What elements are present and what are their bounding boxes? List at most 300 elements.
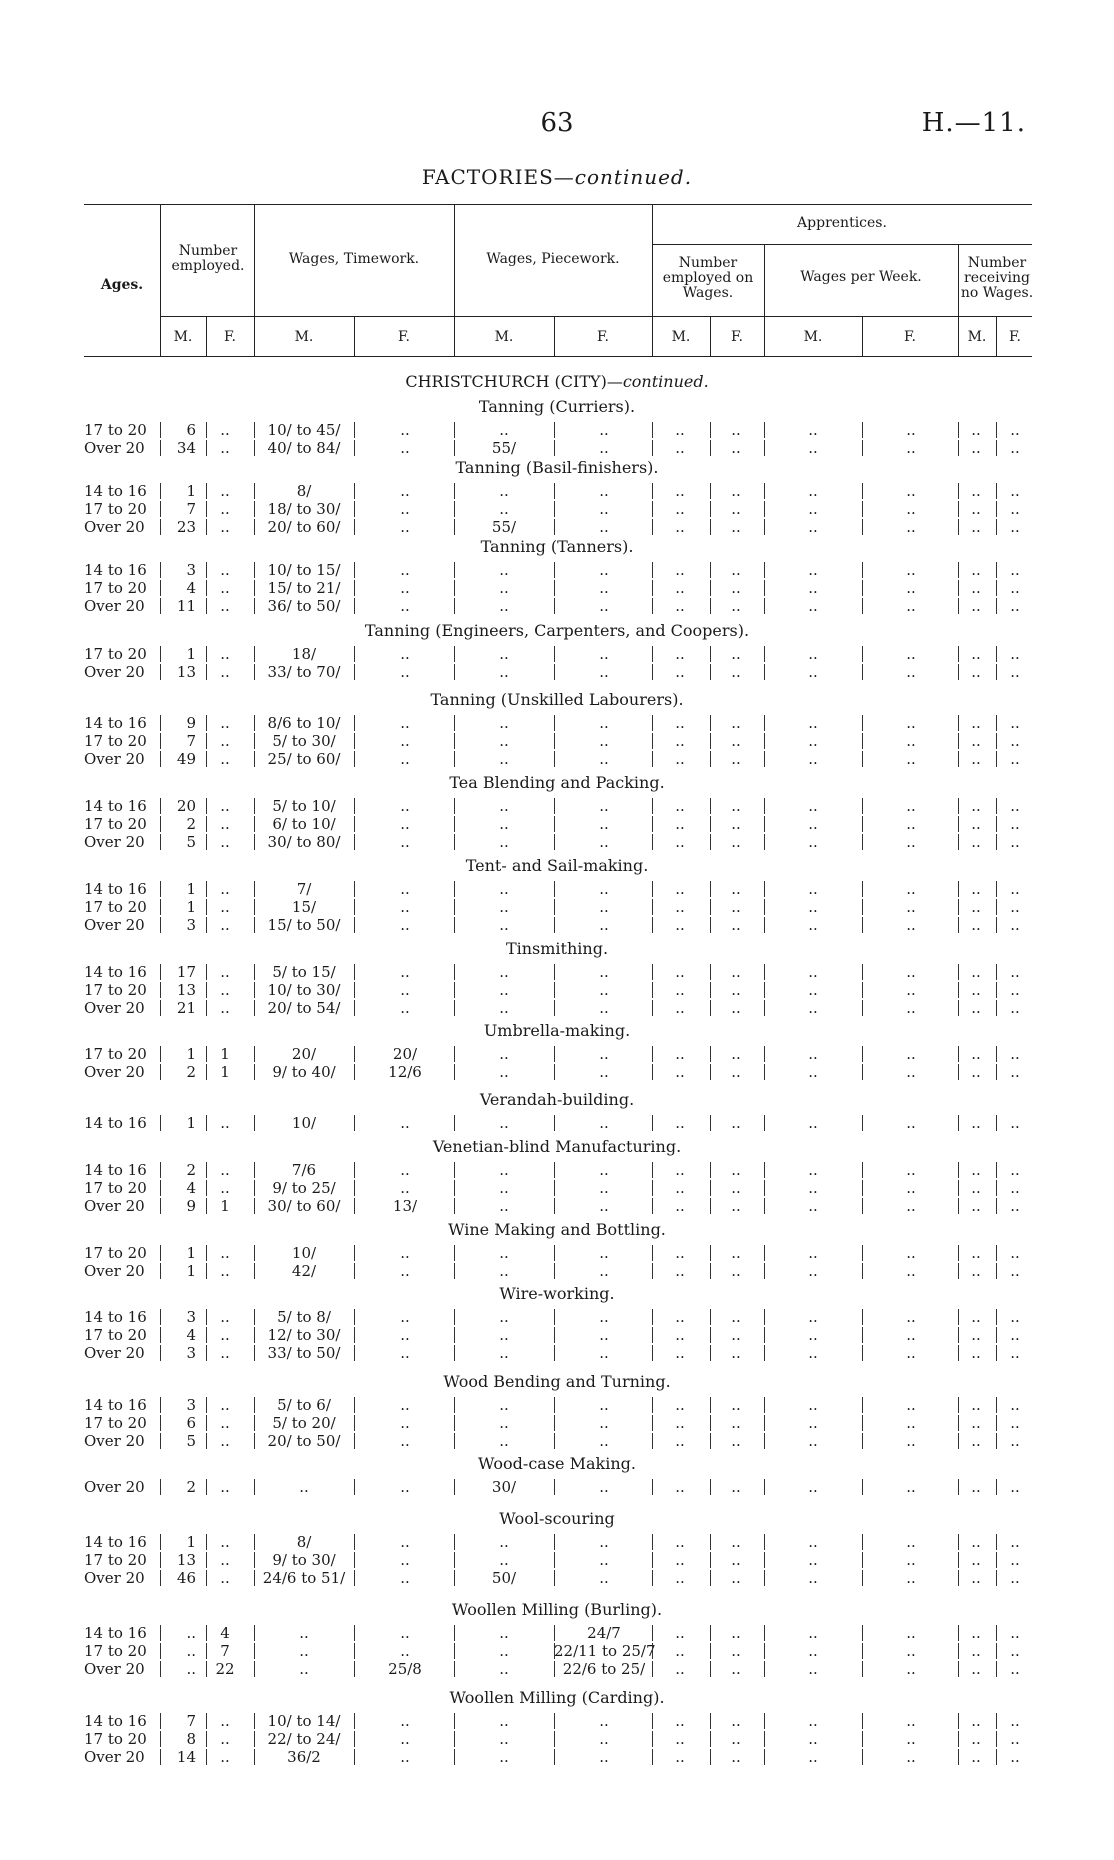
column-rule — [160, 1552, 161, 1568]
column-rule — [996, 580, 997, 596]
column-rule — [160, 580, 161, 596]
column-rule — [958, 881, 959, 897]
column-rule — [652, 1309, 653, 1325]
column-rule — [996, 1713, 997, 1729]
cell-appr-wages-m: .. — [808, 1533, 818, 1551]
column-rule — [764, 1309, 765, 1325]
cell-number-f: .. — [220, 1161, 230, 1179]
cell-timework-f: .. — [400, 1712, 410, 1730]
column-rule — [454, 1198, 455, 1214]
cell-appr-employed-f: .. — [731, 1478, 741, 1496]
cell-number-f: .. — [220, 833, 230, 851]
column-rule — [160, 917, 161, 933]
column-rule — [160, 1415, 161, 1431]
cell-appr-nowage-m: .. — [971, 750, 981, 768]
cell-number-m: 1 — [186, 1244, 196, 1262]
column-rule — [206, 483, 207, 499]
column-rule — [254, 1309, 255, 1325]
cell-timework-f: .. — [400, 999, 410, 1017]
cell-age: 17 to 20 — [84, 579, 147, 597]
column-rule — [354, 1263, 355, 1279]
column-rule — [652, 1327, 653, 1343]
column-rule — [652, 1000, 653, 1016]
column-rule — [354, 1000, 355, 1016]
cell-age: 17 to 20 — [84, 1045, 147, 1063]
column-rule — [354, 1643, 355, 1659]
cell-appr-nowage-m: .. — [971, 963, 981, 981]
cell-timework-m: .. — [299, 1642, 309, 1660]
cell-appr-nowage-m: .. — [971, 1624, 981, 1642]
column-rule — [862, 899, 863, 915]
column-rule — [652, 1162, 653, 1178]
table-row — [0, 1414, 1114, 1432]
column-rule — [958, 1713, 959, 1729]
column-rule — [354, 751, 355, 767]
column-rule — [206, 562, 207, 578]
column-rule — [254, 422, 255, 438]
cell-appr-nowage-f: .. — [1010, 1045, 1020, 1063]
cell-appr-nowage-m: .. — [971, 645, 981, 663]
header-mid-rule — [160, 316, 1032, 317]
column-rule — [862, 1397, 863, 1413]
cell-piecework-f: .. — [599, 518, 609, 536]
column-rule — [996, 422, 997, 438]
column-rule — [862, 964, 863, 980]
column-rule — [996, 1309, 997, 1325]
cell-appr-employed-m: .. — [675, 482, 685, 500]
cell-appr-employed-f: .. — [731, 1308, 741, 1326]
cell-appr-nowage-m: .. — [971, 815, 981, 833]
column-rule — [206, 1749, 207, 1765]
cell-piecework-f: .. — [599, 916, 609, 934]
cell-timework-m: 20/ to 50/ — [267, 1432, 341, 1450]
table-row — [0, 1432, 1114, 1450]
cell-appr-wages-m: .. — [808, 797, 818, 815]
column-rule — [996, 483, 997, 499]
column-rule — [254, 646, 255, 662]
column-rule — [554, 751, 555, 767]
table-row — [0, 714, 1114, 732]
column-rule — [254, 1046, 255, 1062]
column-rule — [454, 1731, 455, 1747]
column-rule — [958, 1625, 959, 1641]
cell-piecework-f: .. — [599, 963, 609, 981]
cell-age: 14 to 16 — [84, 1624, 147, 1642]
cell-appr-employed-m: .. — [675, 645, 685, 663]
cell-age: Over 20 — [84, 663, 145, 681]
column-rule — [454, 598, 455, 614]
column-rule — [652, 834, 653, 850]
cell-appr-wages-f: .. — [906, 815, 916, 833]
column-rule — [554, 1534, 555, 1550]
column-rule — [354, 834, 355, 850]
column-rule — [454, 1625, 455, 1641]
cell-age: Over 20 — [84, 750, 145, 768]
cell-timework-m: 5/ to 15/ — [272, 963, 336, 981]
cell-piecework-f: .. — [599, 1478, 609, 1496]
cell-appr-nowage-f: .. — [1010, 815, 1020, 833]
header-apprentices: Apprentices. — [797, 215, 887, 231]
column-rule — [254, 501, 255, 517]
header-f: F. — [1009, 329, 1021, 345]
cell-appr-employed-m: .. — [675, 1414, 685, 1432]
column-rule — [862, 1570, 863, 1586]
column-rule — [354, 1479, 355, 1495]
column-rule — [710, 1345, 711, 1361]
cell-timework-m: 10/ to 15/ — [267, 561, 341, 579]
column-rule — [996, 440, 997, 456]
column-rule — [710, 1245, 711, 1261]
cell-timework-f: .. — [400, 482, 410, 500]
cell-appr-nowage-m: .. — [971, 1344, 981, 1362]
column-rule — [160, 1731, 161, 1747]
cell-appr-wages-f: .. — [906, 518, 916, 536]
cell-appr-wages-f: .. — [906, 1197, 916, 1215]
column-rule — [554, 1046, 555, 1062]
table-row — [0, 1569, 1114, 1587]
cell-piecework-f: .. — [599, 1262, 609, 1280]
column-rule — [652, 1643, 653, 1659]
column-rule — [652, 798, 653, 814]
column-rule — [652, 1534, 653, 1550]
column-rule — [764, 1625, 765, 1641]
column-rule — [958, 751, 959, 767]
cell-age: 14 to 16 — [84, 482, 147, 500]
column-rule — [254, 1731, 255, 1747]
column-rule — [652, 562, 653, 578]
column-rule — [710, 1552, 711, 1568]
cell-appr-employed-m: .. — [675, 1533, 685, 1551]
city-name: CHRISTCHURCH (CITY)— — [405, 372, 623, 391]
cell-appr-nowage-f: .. — [1010, 1326, 1020, 1344]
column-rule — [554, 1180, 555, 1196]
column-rule — [996, 751, 997, 767]
cell-piecework-f: .. — [599, 1414, 609, 1432]
column-rule — [958, 580, 959, 596]
cell-piecework-m: .. — [499, 1114, 509, 1132]
header-bottom-rule — [84, 356, 1032, 357]
cell-appr-nowage-m: .. — [971, 1414, 981, 1432]
cell-appr-nowage-f: .. — [1010, 714, 1020, 732]
column-rule — [958, 715, 959, 731]
column-rule — [710, 1661, 711, 1677]
column-rule — [206, 1552, 207, 1568]
column-rule — [996, 1064, 997, 1080]
column-rule — [710, 733, 711, 749]
cell-appr-wages-f: .. — [906, 1533, 916, 1551]
cell-appr-employed-f: .. — [731, 1179, 741, 1197]
column-rule — [710, 562, 711, 578]
column-rule — [454, 1309, 455, 1325]
cell-piecework-f: .. — [599, 579, 609, 597]
column-rule — [206, 1327, 207, 1343]
cell-piecework-m: .. — [499, 1326, 509, 1344]
cell-piecework-m: .. — [499, 1045, 509, 1063]
column-rule — [206, 1570, 207, 1586]
cell-age: 14 to 16 — [84, 963, 147, 981]
column-rule — [764, 562, 765, 578]
cell-timework-m: 6/ to 10/ — [272, 815, 336, 833]
cell-piecework-m: .. — [499, 1262, 509, 1280]
column-rule — [354, 440, 355, 456]
cell-piecework-f: .. — [599, 1308, 609, 1326]
cell-appr-nowage-m: .. — [971, 663, 981, 681]
column-rule — [160, 834, 161, 850]
column-rule — [862, 1713, 863, 1729]
cell-timework-m: 24/6 to 51/ — [262, 1569, 346, 1587]
cell-number-f: .. — [220, 1396, 230, 1414]
cell-number-f: 1 — [220, 1045, 230, 1063]
column-rule — [160, 1570, 161, 1586]
cell-number-f: .. — [220, 439, 230, 457]
column-rule — [996, 562, 997, 578]
column-rule — [652, 917, 653, 933]
cell-timework-m: 5/ to 8/ — [277, 1308, 331, 1326]
column-rule — [554, 798, 555, 814]
column-rule — [160, 816, 161, 832]
cell-timework-m: 36/2 — [287, 1748, 321, 1766]
cell-appr-employed-m: .. — [675, 1114, 685, 1132]
column-rule — [254, 1415, 255, 1431]
cell-appr-wages-f: .. — [906, 1063, 916, 1081]
column-rule — [354, 816, 355, 832]
column-rule — [764, 733, 765, 749]
cell-number-m: .. — [186, 1642, 196, 1660]
table-row — [0, 421, 1114, 439]
column-rule — [206, 816, 207, 832]
table-row — [0, 815, 1114, 833]
column-rule — [454, 982, 455, 998]
column-rule — [652, 1345, 653, 1361]
column-rule — [554, 598, 555, 614]
cell-appr-wages-f: .. — [906, 1262, 916, 1280]
column-rule — [354, 483, 355, 499]
cell-appr-wages-m: .. — [808, 916, 818, 934]
column-rule — [958, 1415, 959, 1431]
column-rule — [710, 664, 711, 680]
cell-piecework-f: .. — [599, 833, 609, 851]
cell-number-m: 7 — [186, 732, 196, 750]
column-rule — [254, 964, 255, 980]
column-rule — [710, 483, 711, 499]
column-rule — [958, 562, 959, 578]
cell-piecework-f: .. — [599, 1344, 609, 1362]
cell-appr-nowage-f: .. — [1010, 1748, 1020, 1766]
column-rule — [206, 1345, 207, 1361]
column-rule — [554, 1433, 555, 1449]
column-rule — [354, 1245, 355, 1261]
column-rule — [354, 1198, 355, 1214]
column-rule — [862, 733, 863, 749]
column-rule — [554, 1713, 555, 1729]
cell-timework-f: .. — [400, 1414, 410, 1432]
cell-number-f: .. — [220, 963, 230, 981]
column-rule — [996, 1625, 997, 1641]
cell-appr-employed-m: .. — [675, 561, 685, 579]
cell-appr-nowage-f: .. — [1010, 1551, 1020, 1569]
column-rule — [454, 733, 455, 749]
cell-appr-employed-m: .. — [675, 1344, 685, 1362]
column-rule — [710, 899, 711, 915]
column-rule — [996, 1731, 997, 1747]
column-rule — [554, 664, 555, 680]
cell-appr-nowage-f: .. — [1010, 1712, 1020, 1730]
cell-number-m: 13 — [176, 1551, 196, 1569]
column-rule — [254, 881, 255, 897]
cell-timework-m: 8/ — [296, 482, 312, 500]
column-rule — [764, 834, 765, 850]
cell-age: Over 20 — [84, 1197, 145, 1215]
column-rule — [160, 1345, 161, 1361]
column-rule — [652, 483, 653, 499]
cell-appr-employed-f: .. — [731, 981, 741, 999]
column-rule — [454, 1643, 455, 1659]
cell-number-m: 5 — [186, 1432, 196, 1450]
column-rule — [206, 664, 207, 680]
table-row — [0, 645, 1114, 663]
cell-appr-wages-m: .. — [808, 1063, 818, 1081]
cell-appr-wages-f: .. — [906, 999, 916, 1017]
column-rule — [160, 1046, 161, 1062]
cell-appr-employed-m: .. — [675, 1624, 685, 1642]
column-rule — [160, 798, 161, 814]
cell-piecework-f: .. — [599, 1045, 609, 1063]
column-rule — [206, 899, 207, 915]
cell-appr-nowage-m: .. — [971, 999, 981, 1017]
cell-piecework-f: .. — [599, 500, 609, 518]
cell-appr-nowage-m: .. — [971, 1063, 981, 1081]
cell-piecework-f: .. — [599, 999, 609, 1017]
column-rule — [554, 982, 555, 998]
cell-appr-nowage-f: .. — [1010, 1179, 1020, 1197]
column-rule — [206, 1115, 207, 1131]
column-rule — [160, 1625, 161, 1641]
cell-timework-f: 25/8 — [388, 1660, 422, 1678]
column-rule — [254, 1180, 255, 1196]
cell-timework-m: 20/ — [291, 1045, 317, 1063]
cell-piecework-f: .. — [599, 1197, 609, 1215]
cell-appr-wages-m: .. — [808, 1414, 818, 1432]
column-rule — [206, 1625, 207, 1641]
cell-appr-employed-f: .. — [731, 579, 741, 597]
column-rule — [354, 422, 355, 438]
column-rule — [554, 1749, 555, 1765]
column-rule — [652, 501, 653, 517]
column-rule — [764, 715, 765, 731]
column-rule — [862, 501, 863, 517]
column-rule — [254, 982, 255, 998]
cell-appr-employed-f: .. — [731, 880, 741, 898]
column-rule — [764, 816, 765, 832]
cell-appr-employed-m: .. — [675, 579, 685, 597]
column-rule — [764, 881, 765, 897]
column-rule — [996, 715, 997, 731]
column-rule — [206, 964, 207, 980]
cell-appr-nowage-m: .. — [971, 1551, 981, 1569]
cell-number-m: 4 — [186, 1326, 196, 1344]
column-rule — [958, 917, 959, 933]
column-rule — [652, 1661, 653, 1677]
cell-number-m: 3 — [186, 1344, 196, 1362]
column-rule — [710, 1064, 711, 1080]
cell-appr-nowage-f: .. — [1010, 1396, 1020, 1414]
column-rule — [354, 1397, 355, 1413]
cell-piecework-m: .. — [499, 663, 509, 681]
column-rule — [764, 598, 765, 614]
table-row — [0, 732, 1114, 750]
cell-appr-wages-f: .. — [906, 1045, 916, 1063]
table-row — [0, 1533, 1114, 1551]
cell-timework-m: 5/ to 30/ — [272, 732, 336, 750]
column-rule — [862, 1625, 863, 1641]
cell-piecework-f: .. — [599, 597, 609, 615]
cell-number-m: 4 — [186, 579, 196, 597]
cell-appr-wages-m: .. — [808, 732, 818, 750]
column-rule — [862, 519, 863, 535]
column-rule — [454, 881, 455, 897]
column-rule — [206, 1661, 207, 1677]
cell-number-f: .. — [220, 482, 230, 500]
column-rule — [996, 834, 997, 850]
cell-appr-wages-f: .. — [906, 482, 916, 500]
column-rule — [254, 1327, 255, 1343]
cell-age: Over 20 — [84, 1344, 145, 1362]
cell-number-m: 1 — [186, 482, 196, 500]
column-rule — [206, 982, 207, 998]
cell-piecework-m: .. — [499, 981, 509, 999]
cell-appr-wages-f: .. — [906, 916, 916, 934]
cell-piecework-m: .. — [499, 1197, 509, 1215]
cell-piecework-f: .. — [599, 1244, 609, 1262]
page-number: 63 — [540, 108, 574, 138]
table-row — [0, 518, 1114, 536]
cell-piecework-f: .. — [599, 1712, 609, 1730]
section-title: Woollen Milling (Burling). — [451, 1600, 663, 1619]
cell-appr-wages-f: .. — [906, 963, 916, 981]
cell-appr-wages-m: .. — [808, 1262, 818, 1280]
column-rule — [710, 598, 711, 614]
cell-timework-m: 22/ to 24/ — [267, 1730, 341, 1748]
column-rule — [254, 1643, 255, 1659]
cell-number-f: 22 — [215, 1660, 235, 1678]
column-rule — [652, 733, 653, 749]
column-rule — [354, 1570, 355, 1586]
column-rule — [554, 1245, 555, 1261]
cell-appr-nowage-f: .. — [1010, 1624, 1020, 1642]
cell-appr-wages-m: .. — [808, 1344, 818, 1362]
column-rule — [160, 1245, 161, 1261]
cell-appr-wages-f: .. — [906, 1748, 916, 1766]
cell-appr-nowage-f: .. — [1010, 1730, 1020, 1748]
column-rule — [652, 598, 653, 614]
cell-age: 14 to 16 — [84, 880, 147, 898]
column-rule — [454, 1046, 455, 1062]
cell-number-f: .. — [220, 663, 230, 681]
cell-appr-nowage-f: .. — [1010, 1262, 1020, 1280]
cell-timework-f: .. — [400, 1326, 410, 1344]
page-reference: H.—11. — [921, 108, 1026, 138]
cell-appr-wages-f: .. — [906, 561, 916, 579]
cell-timework-f: .. — [400, 880, 410, 898]
page-title-continued: continued. — [574, 165, 693, 189]
column-rule — [254, 1661, 255, 1677]
table-row — [0, 1045, 1114, 1063]
cell-piecework-f: .. — [599, 1551, 609, 1569]
cell-appr-wages-f: .. — [906, 1396, 916, 1414]
column-rule — [454, 580, 455, 596]
cell-piecework-m: .. — [499, 1344, 509, 1362]
cell-appr-nowage-f: .. — [1010, 750, 1020, 768]
